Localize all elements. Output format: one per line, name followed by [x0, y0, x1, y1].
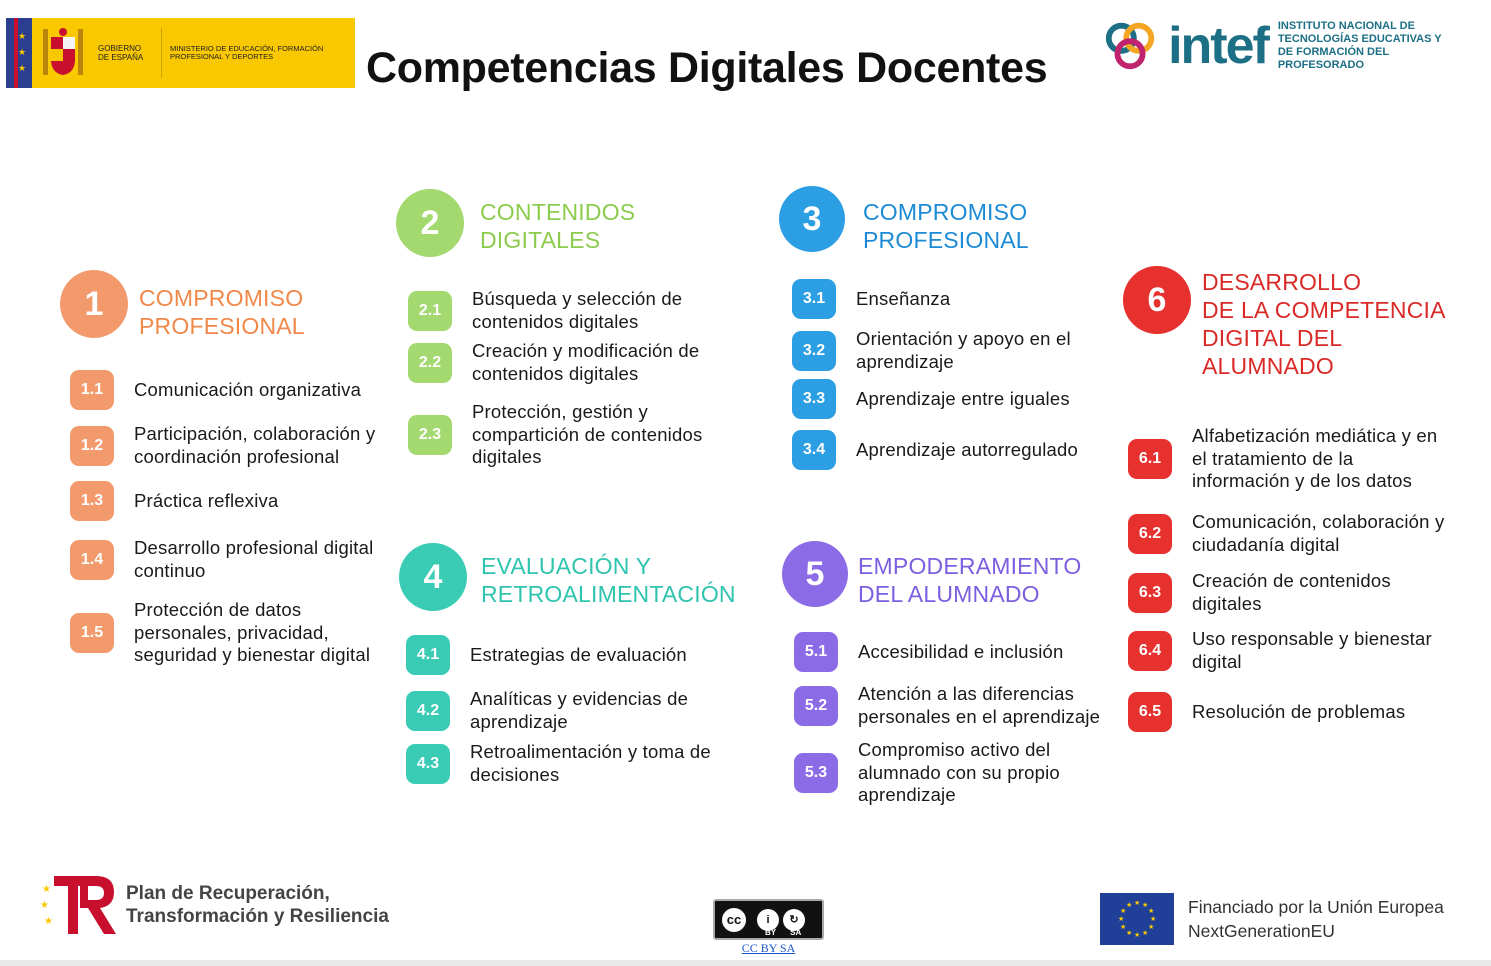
competence-code-badge: 6.2: [1128, 514, 1172, 554]
competence-code-badge: 2.1: [408, 291, 452, 331]
competence-label: Creación y modificación de contenidos digitales: [472, 340, 700, 384]
competence-label: Atención a las diferencias personales en el aprendizaje: [858, 683, 1101, 727]
competence-code-badge: 1.5: [70, 613, 114, 653]
competence-code-badge: 3.4: [792, 430, 836, 470]
competence-item-3-3: [792, 379, 1096, 419]
page-title: Competencias Digitales Docentes: [366, 44, 1048, 92]
plan-recuperacion-logo: [40, 872, 389, 938]
competence-item-5-3: [794, 739, 1118, 807]
svg-text:★: ★: [40, 900, 49, 911]
intef-wordmark: intef: [1168, 17, 1268, 75]
competence-item-6-4: [1128, 628, 1452, 673]
eu-stars-strip: ★ ★ ★: [6, 18, 32, 88]
competence-label: Búsqueda y selección de contenidos digitales: [472, 288, 683, 332]
competence-code-badge: 2.2: [408, 343, 452, 383]
area-2-title: CONTENIDOS DIGITALES: [480, 199, 636, 253]
competence-label: Práctica reflexiva: [134, 489, 279, 511]
gobierno-de-espana-logo: [6, 18, 355, 88]
competence-label: Desarrollo profesional digital continuo: [134, 537, 374, 581]
svg-text:★: ★: [1134, 900, 1141, 907]
cc-icon: cc: [719, 905, 749, 935]
competence-item-6-1: [1128, 425, 1452, 493]
competence-item-1-5: [70, 599, 384, 667]
competence-label: Comunicación organizativa: [134, 378, 362, 400]
intef-subtitle: INSTITUTO NACIONAL DE TECNOLOGÍAS EDUCATIVAS Y DE FORMACIÓN DEL PROFESORADO: [1277, 20, 1442, 71]
competence-item-4-3: [406, 741, 740, 786]
competence-label: Uso responsable y bienestar digital: [1192, 628, 1432, 672]
competence-label: Alfabetización mediática y en el tratamiento de la información y de los datos: [1192, 425, 1438, 491]
competence-item-1-1: [70, 370, 384, 410]
competence-code-badge: 6.3: [1128, 573, 1172, 613]
eu-line-2: NextGenerationEU: [1188, 921, 1335, 941]
eu-line-1: Financiado por la Unión Europea: [1188, 897, 1444, 917]
svg-text:★: ★: [44, 916, 53, 927]
prtr-line-1: Plan de Recuperación,: [126, 883, 330, 904]
area-5-title: EMPODERAMIENTO DEL ALUMNADO: [858, 553, 1082, 607]
cc-sa-label: SA: [790, 928, 802, 937]
competence-label: Compromiso activo del alumnado con su propio aprendizaje: [858, 739, 1060, 805]
svg-text:★: ★: [1148, 908, 1155, 915]
area-3-title: COMPROMISO PROFESIONAL: [863, 199, 1029, 253]
by-person-icon: i: [757, 909, 779, 931]
competence-item-2-1: [408, 288, 732, 333]
area-1-number-circle: 1: [60, 270, 128, 338]
competence-code-badge: 1.1: [70, 370, 114, 410]
area-6-number-circle: 6: [1123, 266, 1191, 334]
competence-item-1-4: [70, 537, 384, 582]
competence-label: Aprendizaje autorregulado: [856, 438, 1079, 460]
competence-item-6-5: [1128, 692, 1452, 732]
tr-logo-icon: [40, 872, 118, 938]
competence-item-3-4: [792, 430, 1096, 470]
svg-text:★: ★: [1142, 930, 1149, 937]
svg-text:★: ★: [1120, 924, 1127, 931]
competence-label: Participación, colaboración y coordinación profesional: [134, 423, 376, 467]
intef-knot-icon: [1102, 16, 1158, 76]
competence-code-badge: 1.3: [70, 481, 114, 521]
competence-label: Protección, gestión y compartición de contenidos digitales: [472, 401, 703, 467]
competence-item-1-2: [70, 423, 384, 468]
cc-license-link[interactable]: CC BY SA: [741, 941, 796, 955]
competence-code-badge: 6.4: [1128, 631, 1172, 671]
competence-code-badge: 6.5: [1128, 692, 1172, 732]
area-6-title: DESARROLLO DE LA COMPETENCIA DIGITAL DEL ALUMNADO: [1202, 269, 1446, 379]
bottom-divider: [0, 960, 1491, 966]
gobierno-label: GOBIERNO DE ESPAÑA: [98, 44, 144, 62]
competence-label: Protección de datos personales, privacidad, seguridad y bienestar digital: [134, 599, 371, 665]
competence-code-badge: 4.2: [406, 691, 450, 731]
competence-label: Resolución de problemas: [1192, 700, 1406, 722]
prtr-line-2: Transformación y Resiliencia: [126, 906, 389, 927]
area-4-number-circle: 4: [399, 543, 467, 611]
coat-of-arms-icon: [40, 26, 86, 80]
area-1-title: COMPROMISO PROFESIONAL: [139, 285, 305, 339]
area-2-number-circle: 2: [396, 189, 464, 257]
svg-text:★: ★: [1126, 902, 1133, 909]
competence-label: Accesibilidad e inclusión: [858, 640, 1064, 662]
competence-code-badge: 5.1: [794, 632, 838, 672]
competence-item-3-1: [792, 279, 1096, 319]
eu-flag-icon: [1100, 893, 1174, 945]
competence-code-badge: 3.1: [792, 279, 836, 319]
competence-item-4-1: [406, 635, 740, 675]
competence-code-badge: 5.2: [794, 686, 838, 726]
area-4-title: EVALUACIÓN Y RETROALIMENTACIÓN: [481, 553, 736, 607]
competence-label: Comunicación, colaboración y ciudadanía digital: [1192, 511, 1445, 555]
competence-item-2-2: [408, 340, 732, 385]
area-3-number-circle: 3: [779, 186, 845, 252]
competence-item-6-3: [1128, 570, 1452, 615]
eu-funding-logo: [1100, 893, 1444, 945]
competence-code-badge: 2.3: [408, 415, 452, 455]
svg-text:★: ★: [1150, 916, 1157, 923]
competence-item-3-2: [792, 328, 1096, 373]
competence-label: Estrategias de evaluación: [470, 643, 687, 665]
creative-commons-badge: [713, 899, 824, 956]
competence-label: Aprendizaje entre iguales: [856, 387, 1070, 409]
svg-text:★: ★: [1120, 908, 1127, 915]
svg-text:★: ★: [1118, 916, 1125, 923]
competence-code-badge: 3.2: [792, 331, 836, 371]
svg-text:★: ★: [1142, 902, 1149, 909]
svg-text:★: ★: [1148, 924, 1155, 931]
area-5-number-circle: 5: [782, 541, 848, 607]
sa-share-alike-icon: ↻: [783, 909, 805, 931]
competence-item-5-1: [794, 632, 1118, 672]
competence-code-badge: 3.3: [792, 379, 836, 419]
svg-text:★: ★: [42, 884, 51, 895]
competence-label: Enseñanza: [856, 287, 951, 309]
competence-code-badge: 1.4: [70, 540, 114, 580]
ministry-label: MINISTERIO DE EDUCACIÓN, FORMACIÓN PROFESIONAL Y DEPORTES: [170, 43, 324, 61]
competence-item-6-2: [1128, 511, 1452, 556]
competence-code-badge: 4.3: [406, 744, 450, 784]
intef-logo: [1102, 14, 1447, 78]
competence-label: Creación de contenidos digitales: [1192, 570, 1391, 614]
competence-item-2-3: [408, 401, 732, 469]
svg-text:★: ★: [1126, 930, 1133, 937]
competence-item-1-3: [70, 481, 384, 521]
competence-code-badge: 5.3: [794, 753, 838, 793]
competence-item-5-2: [794, 683, 1118, 728]
svg-text:★: ★: [1134, 932, 1141, 939]
competence-item-4-2: [406, 688, 740, 733]
competence-code-badge: 6.1: [1128, 439, 1172, 479]
competence-label: Analíticas y evidencias de aprendizaje: [470, 688, 689, 732]
competence-code-badge: 4.1: [406, 635, 450, 675]
competence-label: Retroalimentación y toma de decisiones: [470, 741, 711, 785]
cc-by-label: BY: [765, 928, 777, 937]
competence-code-badge: 1.2: [70, 426, 114, 466]
competence-label: Orientación y apoyo en el aprendizaje: [856, 328, 1071, 372]
